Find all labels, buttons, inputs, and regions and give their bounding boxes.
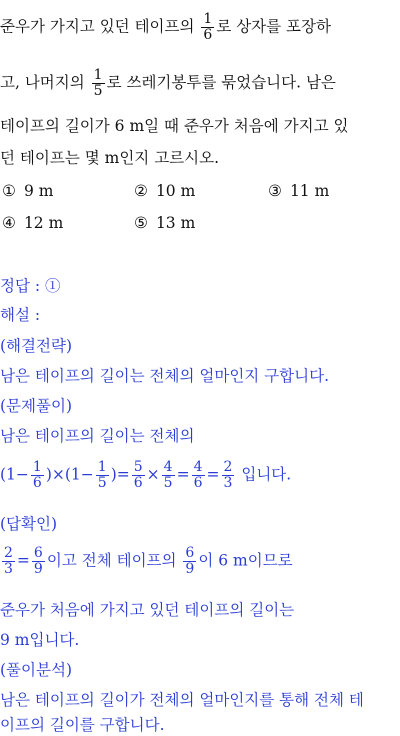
problem-text: 준우가 가지고 있던 테이프의 (0, 17, 200, 36)
choice-5[interactable]: ⑤ 13 m (134, 214, 196, 232)
eq-frac-4-6: $\frac{4}{6}$ (193, 459, 203, 491)
choice-1[interactable]: ① 9 m (2, 182, 54, 200)
choice-2[interactable]: ② 10 m (134, 182, 196, 200)
eq-frac-5-6: $\frac{5}{6}$ (133, 459, 143, 491)
problem-line-1 (0, 12, 400, 43)
eq-frac-1-6: $\frac{1}{6}$ (32, 459, 42, 491)
eq-frac-4-5: $\frac{4}{5}$ (163, 459, 173, 491)
check-line-3: 9 m입니다. (0, 631, 80, 649)
problem-line-3: 테이프의 길이가 6 m일 때 준우가 처음에 가지고 있 (0, 117, 349, 135)
strategy-text: 남은 테이프의 길이는 전체의 얼마인지 구합니다. (0, 367, 330, 385)
answer-label: 정답 : ① (0, 277, 61, 295)
strategy-heading: (해결전략) (0, 337, 72, 355)
fraction-one-sixth: $\frac{1}{6}$ (203, 11, 213, 43)
eq-frac-2-3: $\frac{2}{3}$ (223, 459, 233, 491)
check-frac-2-3: $\frac{2}{3}$ (4, 545, 13, 577)
check-line-1: $\frac{2}{3}$ = $\frac{6}{9}$ 이고 전체 테이프의 $\frac{6}{9}$ 이 6 m이므로 (4, 545, 293, 577)
solve-equation: (1− $\frac{1}{6}$ )×(1− $\frac{1}{5}$ )= $\frac{5}{6}$ × $\frac{4}{5}$ = $\frac{4}{6}$ = $\frac{2}{3}$ 입니다. (0, 459, 292, 491)
analysis-line-2: 이프의 길이를 구합니다. (0, 716, 165, 734)
problem-line-4: 던 테이프는 몇 m인지 고르시오. (0, 149, 220, 167)
check-frac-6-9: $\frac{6}{9}$ (33, 545, 43, 577)
explain-label: 해설 : (0, 306, 41, 324)
check-frac-6-9-b: $\frac{6}{9}$ (185, 545, 195, 577)
problem-text: 로 상자를 포장하 (216, 17, 331, 36)
analysis-heading: (풀이분석) (0, 661, 72, 679)
eq-frac-1-5: $\frac{1}{5}$ (97, 459, 107, 491)
check-line-2: 준우가 처음에 가지고 있던 테이프의 길이는 (0, 601, 295, 619)
analysis-line-1: 남은 테이프의 길이가 전체의 얼마인지를 통해 전체 테 (0, 691, 364, 709)
choice-3[interactable]: ③ 11 m (268, 182, 330, 200)
choice-4[interactable]: ④ 12 m (2, 214, 64, 232)
solve-heading: (문제풀이) (0, 397, 72, 415)
solve-text: 남은 테이프의 길이는 전체의 (0, 427, 195, 445)
problem-line-2: 고, 나머지의 $\frac{1}{5}$ 로 쓰레기봉투를 묶었습니다. 남은 (0, 67, 336, 99)
fraction-one-fifth: $\frac{1}{5}$ (93, 67, 103, 99)
check-heading: (답확인) (0, 515, 58, 533)
